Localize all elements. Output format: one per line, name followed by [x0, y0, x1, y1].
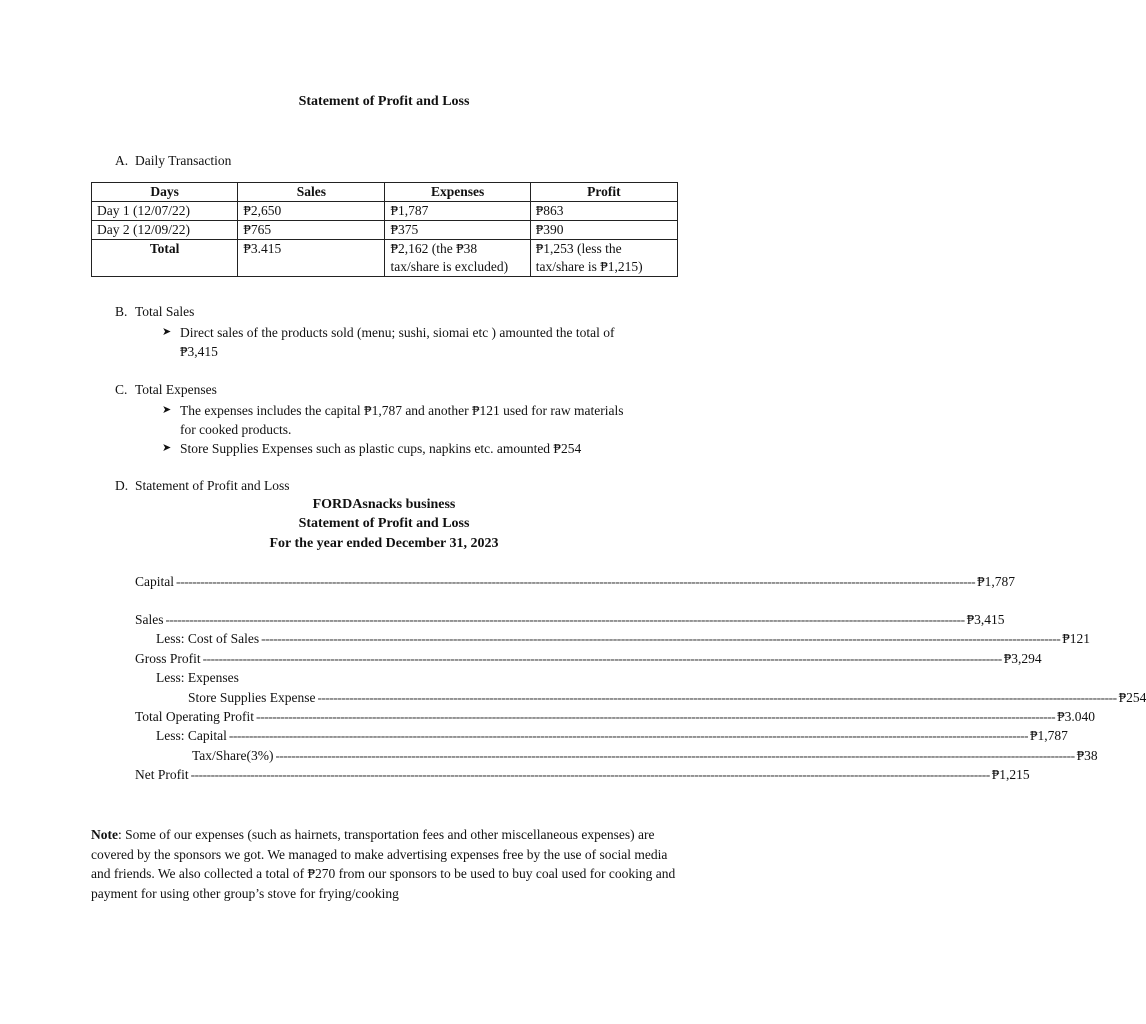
- cell-profit: ₱390: [530, 221, 677, 240]
- store-supplies-label: Store Supplies Expense: [188, 690, 316, 705]
- daily-transaction-table: [91, 182, 678, 277]
- dash-leader: --------------------------------------------------------------------------------------------------------------------------------------------------------------------------------------------------------: [165, 612, 965, 627]
- cell-total-sales: ₱3.415: [238, 240, 385, 277]
- cell-total-profit: [530, 240, 677, 277]
- statement-row-capital: [135, 574, 1016, 593]
- note-text: : Some of our expenses (such as hairnets, transportation fees and other miscellaneous expenses) are covered by the sponsors we got. We managed to make advertising expenses free by the use of social media and friends. We also collected a total of ₱270 from our sponsors to be used to buy coal used for cooking and payment for using other group’s stove for frying/cooking: [91, 827, 676, 901]
- expenses-bullet-1: [180, 401, 700, 439]
- statement-row-less-capital: [156, 728, 1068, 747]
- cell-total-label: Total: [92, 240, 238, 277]
- statement-business: FORDAsnacks business: [312, 497, 456, 512]
- header-days: Days: [92, 183, 238, 202]
- expenses-bullet-2: Store Supplies Expenses such as plastic cups, napkins etc. amounted ₱254: [180, 441, 582, 456]
- total-operating-value: ₱3.040: [1057, 709, 1096, 724]
- statement-row-store-supplies: [188, 690, 1146, 709]
- sales-bullet-line1: Direct sales of the products sold (menu; sushi, siomai etc ) amounted the total of: [180, 325, 615, 340]
- section-d-label: Statement of Profit and Loss: [135, 478, 290, 493]
- statement-period: For the year ended December 31, 2023: [269, 536, 499, 551]
- table-total-row: [92, 240, 678, 277]
- section-a-letter: A.: [115, 153, 129, 168]
- sales-bullet-line2: ₱3,415: [180, 344, 218, 359]
- dash-leader: --------------------------------------------------------------------------------------------------------------------------------------------------------------------------------------------------------: [202, 651, 1002, 666]
- tax-share-label: Tax/Share(3%): [192, 748, 274, 763]
- sales-bullet: [180, 323, 700, 361]
- cell-total-expenses: [385, 240, 530, 277]
- table-row: [92, 202, 678, 221]
- net-profit-value: ₱1,215: [991, 767, 1030, 782]
- gross-profit-value: ₱3,294: [1003, 651, 1042, 666]
- dash-leader: --------------------------------------------------------------------------------------------------------------------------------------------------------------------------------------------------------: [261, 631, 1061, 646]
- section-d-letter: D.: [115, 478, 129, 493]
- statement-row-net-profit: [135, 767, 1030, 786]
- cell-expenses: ₱1,787: [385, 202, 530, 221]
- section-c-label: Total Expenses: [135, 382, 217, 397]
- note-paragraph: [91, 825, 681, 903]
- sales-value: ₱3,415: [966, 612, 1005, 627]
- dash-leader: --------------------------------------------------------------------------------------------------------------------------------------------------------------------------------------------------------: [256, 709, 1056, 724]
- cell-expenses: ₱375: [385, 221, 530, 240]
- statement-row-tax-share: [192, 748, 1098, 767]
- arrow-bullet-icon: ➤: [162, 326, 172, 338]
- table-header-row: [92, 183, 678, 202]
- statement-row-sales: [135, 612, 1005, 631]
- cost-of-sales-label: Less: Cost of Sales: [156, 631, 260, 646]
- statement-title: Statement of Profit and Loss: [298, 516, 470, 531]
- header-sales: Sales: [238, 183, 385, 202]
- statement-row-gross-profit: [135, 651, 1042, 670]
- capital-value: ₱1,787: [977, 574, 1016, 589]
- statement-row-total-operating: [135, 709, 1096, 728]
- cell-profit: ₱863: [530, 202, 677, 221]
- dash-leader: --------------------------------------------------------------------------------------------------------------------------------------------------------------------------------------------------------: [275, 748, 1075, 763]
- expenses-bullet-1-line2: for cooked products.: [180, 422, 292, 437]
- section-a-label: Daily Transaction: [135, 153, 232, 168]
- less-capital-value: ₱1,787: [1030, 728, 1068, 743]
- dash-leader: --------------------------------------------------------------------------------------------------------------------------------------------------------------------------------------------------------: [190, 767, 990, 782]
- table-row: [92, 221, 678, 240]
- expenses-bullet-1-line1: The expenses includes the capital ₱1,787 and another ₱121 used for raw materials: [180, 403, 624, 418]
- dash-leader: --------------------------------------------------------------------------------------------------------------------------------------------------------------------------------------------------------: [228, 728, 1028, 743]
- store-supplies-value: ₱254: [1118, 690, 1146, 705]
- less-capital-label: Less: Capital: [156, 728, 227, 743]
- arrow-bullet-icon: ➤: [162, 404, 172, 416]
- arrow-bullet-icon: ➤: [162, 442, 172, 454]
- less-expenses-label: Less: Expenses: [156, 670, 239, 685]
- cell-day: Day 1 (12/07/22): [92, 202, 238, 221]
- statement-row-cost-of-sales: [156, 631, 1091, 650]
- net-profit-label: Net Profit: [135, 767, 189, 782]
- total-operating-label: Total Operating Profit: [135, 709, 255, 724]
- cell-sales: ₱765: [238, 221, 385, 240]
- total-profit-line2: tax/share is ₱1,215): [535, 259, 643, 274]
- cost-of-sales-value: ₱121: [1062, 631, 1091, 646]
- page-title: Statement of Profit and Loss: [298, 94, 470, 109]
- capital-label: Capital: [135, 574, 174, 589]
- section-c-letter: C.: [115, 382, 128, 397]
- note-label: Note: [91, 827, 118, 842]
- tax-share-value: ₱38: [1076, 748, 1098, 763]
- total-expenses-line1: ₱2,162 (the ₱38: [390, 241, 478, 256]
- gross-profit-label: Gross Profit: [135, 651, 201, 666]
- cell-day: Day 2 (12/09/22): [92, 221, 238, 240]
- section-b-letter: B.: [115, 304, 128, 319]
- section-b-label: Total Sales: [135, 304, 195, 319]
- sales-label: Sales: [135, 612, 164, 627]
- dash-leader: --------------------------------------------------------------------------------------------------------------------------------------------------------------------------------------------------------: [176, 574, 976, 589]
- total-profit-line1: ₱1,253 (less the: [535, 241, 622, 256]
- dash-leader: --------------------------------------------------------------------------------------------------------------------------------------------------------------------------------------------------------: [317, 690, 1117, 705]
- total-expenses-line2: tax/share is excluded): [390, 259, 509, 274]
- header-profit: Profit: [530, 183, 677, 202]
- cell-sales: ₱2,650: [238, 202, 385, 221]
- header-expenses: Expenses: [385, 183, 530, 202]
